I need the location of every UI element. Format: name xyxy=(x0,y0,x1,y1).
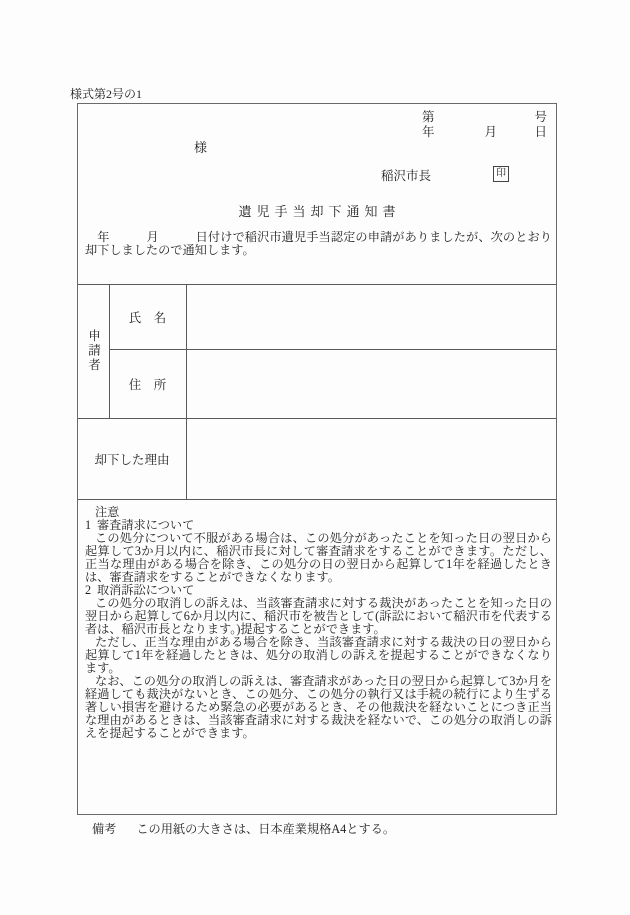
issue-date-line: 年 月 日 xyxy=(421,125,547,139)
notes-section xyxy=(85,506,552,740)
document-border-box xyxy=(77,103,557,815)
seal-mark: 印 xyxy=(493,166,509,182)
note-item-2-paragraph-2: ただし、正当な理由がある場合を除き、当該審査請求に対する裁決の日の翌日から起算して1年を経過したときは、処分の取消しの訴えを提起することができなくなります。 xyxy=(85,635,552,675)
remarks-line xyxy=(92,820,395,837)
remarks-label: 備考 xyxy=(92,822,117,836)
reason-value-cell xyxy=(187,419,556,499)
issuer-name: 稲沢市長 xyxy=(381,169,432,183)
body-paragraph: 年 月 日付けで稲沢市遺児手当認定の申請がありましたが、次のとおり却下しましたので通知します。 xyxy=(85,230,552,257)
note-item-1-number: 1 xyxy=(85,518,92,532)
form-number-label: 様式第2号の1 xyxy=(70,87,143,101)
reason-bottom-line xyxy=(78,499,556,500)
name-value-cell xyxy=(187,285,556,349)
name-label: 氏 名 xyxy=(128,310,167,325)
note-item-2-title: 取消訴訟について xyxy=(97,583,195,597)
notes-heading: 注意 xyxy=(95,505,120,519)
note-item-2-paragraph-1: この処分の取消しの訴えは、当該審査請求に対する裁決があったことを知った日の翌日から起算して6か月以内に、稲沢市を被告として(訴訟において稲沢市を代表する者は、稲沢市長となります。)提起することができます。 xyxy=(85,596,552,636)
note-item-2-paragraph-3: なお、この処分の取消しの訴えは、審査請求があった日の翌日から起算して3か月を経過しても裁決がないとき、この処分、この処分の執行又は手続の続行により生ずる著しい損害を避けるため緊急の必要があるとき、その他裁決を経ないことにつき正当な理由があるときは、当該審査請求に対する裁決を経ないで、この処分の取消しの訴えを提起することができます。 xyxy=(85,674,552,740)
address-value-cell xyxy=(187,350,556,418)
note-item-1-paragraph: この処分について不服がある場合は、この処分があったことを知った日の翌日から起算して3か月以内に、稲沢市長に対して審査請求をすることができます。ただし、正当な理由がある場合を除き、この処分の日の翌日から起算して1年を経過したときは、審査請求をすることができなくなります。 xyxy=(85,531,552,584)
addressee-honorific: 様 xyxy=(194,140,208,155)
remarks-text: この用紙の大きさは、日本産業規格A4とする。 xyxy=(136,822,396,836)
document-title: 遺児手当却下通知書 xyxy=(238,204,401,219)
applicant-label: 申請者 xyxy=(86,329,101,373)
address-label: 住 所 xyxy=(128,377,167,392)
note-item-1-title: 審査請求について xyxy=(97,518,195,532)
document-number-line: 第 号 xyxy=(421,110,547,124)
rejection-reason-label: 却下した理由 xyxy=(94,452,170,467)
note-item-2-number: 2 xyxy=(85,583,92,597)
